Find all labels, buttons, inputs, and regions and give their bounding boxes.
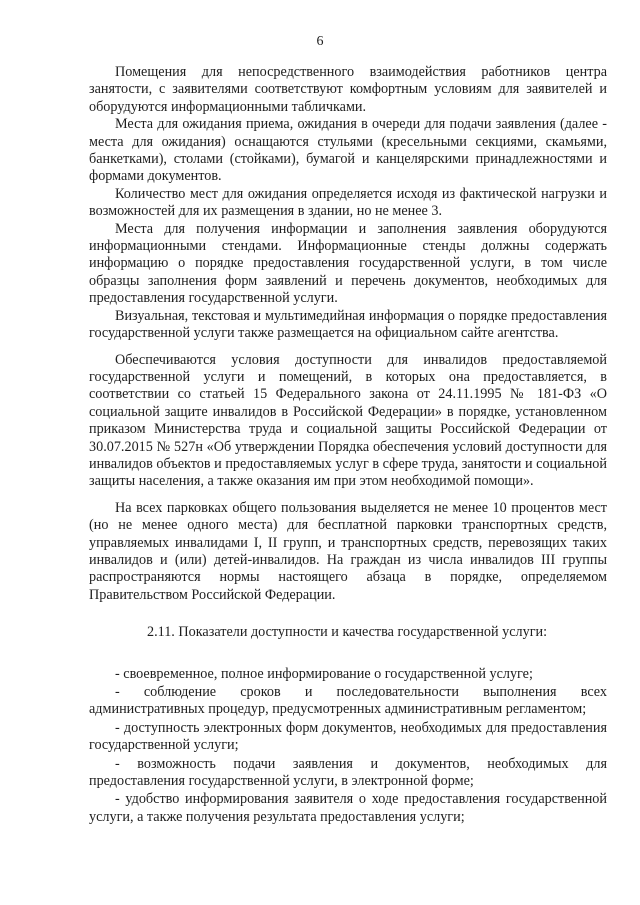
list-item-continuation: административных процедур, предусмотренных административным регламентом; [89,701,587,718]
page-number: 6 [316,34,324,49]
list-item: - удобство информирования заявителя о ходе предоставления государственной услуги, а также получения результата предоставления услуги; [89,791,607,825]
paragraph-4: Места для получения информации и заполнения заявления оборудуются информационными стендами. Информационные стенды должны содержать информацию о порядке предоставления государственной услуги, в том числе образцы заполнения форм заявлений и перечень документов, необходимых для предоставления государственной услуги. [89,220,607,307]
paragraph-3: Количество мест для ожидания определяется исходя из фактической нагрузки и возможностей для их размещения в здании, но не менее 3. [89,185,607,220]
paragraph-7: На всех парковках общего пользования выделяется не менее 10 процентов мест (но не менее одного места) для бесплатной парковки транспортных средств, управляемых инвалидами I, II групп, и транспортных средств, перевозящих таких инвалидов и (или) детей-инвалидов. На граждан из числа инвалидов III группы распространяются нормы настоящего абзаца в порядке, определяемом Правительством Российской Федерации. [89,499,607,603]
list-item: - доступность электронных форм документов, необходимых для предоставления государственной услуги; [89,719,607,754]
paragraph-6: Обеспечиваются условия доступности для инвалидов предоставляемой государственной услуги и помещений, в которых она предоставляется, в соответствии со статьей 15 Федерального закона от 24.11.1995 № 181-ФЗ «О социальной защите инвалидов в Российской Федерации» в порядке, установленном приказом Министерства труда и социальной защиты Российской Федерации от 30.07.2015 № 527н «Об утверждении Порядка обеспечения условий доступности для инвалидов объектов и предоставляемых услуг в сфере труда, занятости и социальной защиты населения, а также оказания им при этом необходимой помощи». [89,351,607,490]
list-item: - соблюдение сроков и последовательности выполнения всех [115,684,607,700]
paragraph-5: Визуальная, текстовая и мультимедийная информация о порядке предоставления государственной услуги также размещается на официальном сайте агентства. [89,307,607,342]
paragraph-2: Места для ожидания приема, ожидания в очереди для подачи заявления (далее - места для ожидания) оснащаются стульями (кресельными секциями, скамьями, банкетками), столами (стойками), бумагой и канцелярскими принадлежностями и формами документов. [89,116,607,185]
paragraph-1: Помещения для непосредственного взаимодействия работников центра занятости, с заявителями соответствуют комфортным условиям для заявителей и оборудуются информационными табличками. [89,64,607,115]
list-item: - возможность подачи заявления и документов, необходимых для предоставления государственной услуги, в электронной форме; [89,755,607,790]
list-item: - своевременное, полное информирование о государственной услуге; [115,665,533,682]
section-heading: 2.11. Показатели доступности и качества государственной услуги: [147,624,548,641]
document-body [89,64,607,826]
